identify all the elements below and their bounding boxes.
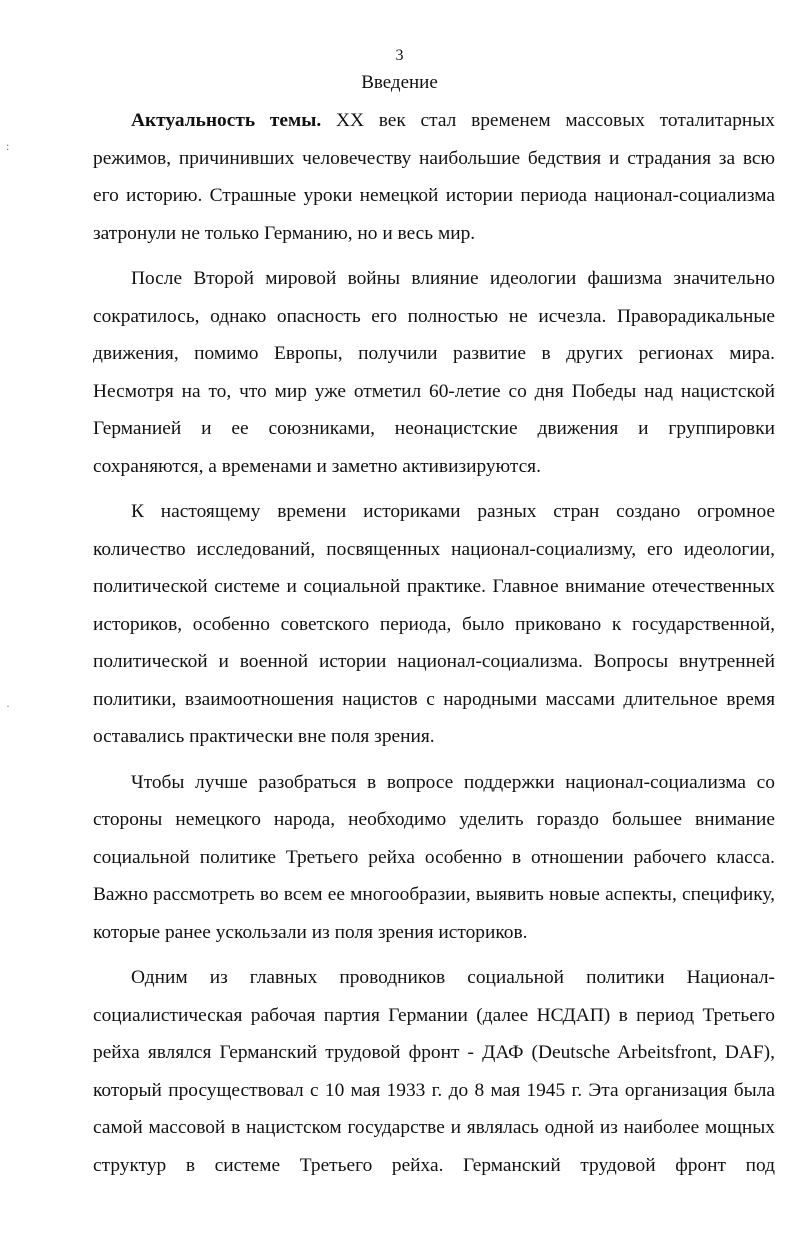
paragraph: К настоящему времени историками разных стран создано огромное количество исследований, посвященных национал-социализму, его идеологии, политической системе и социальной практике. Главное внимание отечественных историков, особенно советского периода, было приковано к государственной, политической и военной истории национал-социализма. Вопросы внутренней политики, взаимоотношения нацистов с народными массами длительное время оставались практически вне поля зрения. — [93, 501, 775, 747]
scan-mark: · — [6, 699, 10, 713]
paragraph: Чтобы лучше разобраться в вопросе поддержки национал-социализма со стороны немецкого народа, необходимо уделить гораздо большее внимание социальной политике Третьего рейха особенно в отношении рабочего класса. Важно рассмотреть во всем ее многообразии, выявить новые аспекты, специфику, которые ранее ускользали из поля зрения историков. — [93, 771, 775, 943]
relevance-lead: Актуальность темы. — [131, 110, 322, 131]
body-text — [93, 102, 775, 1192]
page-title: Введение — [361, 72, 438, 93]
paragraph-relevance — [93, 102, 775, 252]
page-number: 3 — [395, 47, 404, 64]
scan-mark: : — [6, 139, 10, 153]
paragraph: Одним из главных проводников социальной политики Национал-социалистическая рабочая партия Германии (далее НСДАП) в период Третьего рейха являлся Германский трудовой фронт - ДАФ (Deutsche Arbeitsfront, DAF), который просуществовал с 10 мая 1933 г. до 8 мая 1945 г. Эта организация была самой массовой в нацистском государстве и являлась одной из наиболее мощных структур в системе Третьего рейха. Германский трудовой фронт под — [93, 967, 775, 1176]
paragraph-text: XX век стал временем массовых тоталитарных режимов, причинивших человечеству наибольшие бедствия и страдания за всю его историю. Страшные уроки немецкой истории периода национал-социализма затронули не только Германию, но и весь мир. — [93, 110, 775, 244]
paragraph: После Второй мировой войны влияние идеологии фашизма значительно сократилось, однако опасность его полностью не исчезла. Праворадикальные движения, помимо Европы, получили развитие в других регионах мира. Несмотря на то, что мир уже отметил 60-летие со дня Победы над нацистской Германией и ее союзниками, неонацистские движения и группировки сохраняются, а временами и заметно активизируются. — [93, 268, 775, 477]
